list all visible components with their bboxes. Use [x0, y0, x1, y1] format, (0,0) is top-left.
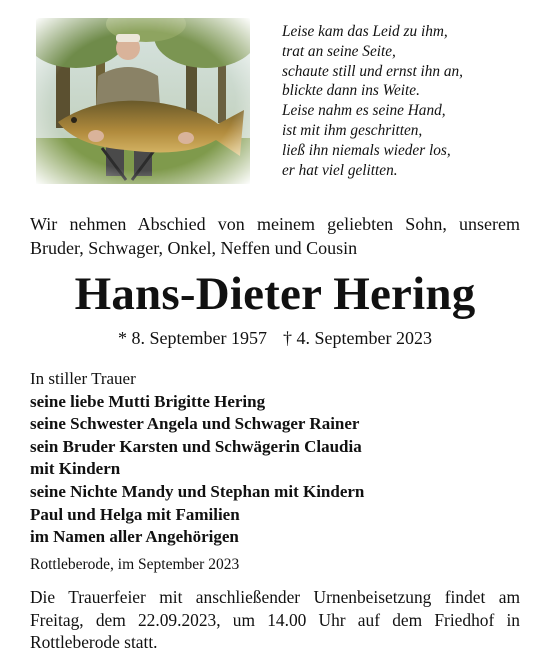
- funeral-notice: [30, 586, 520, 654]
- poem: [282, 22, 532, 180]
- mourner-line: mit Kindern: [30, 459, 121, 479]
- poem-line: Leise kam das Leid zu ihm,: [282, 23, 448, 40]
- poem-line: trat an seine Seite,: [282, 42, 396, 60]
- mourner-line: im Namen aller Angehörigen: [30, 527, 239, 547]
- funeral-line: Die Trauerfeier mit anschließender Urnenbeisetzung findet am: [30, 587, 520, 607]
- farewell-intro: [30, 212, 520, 260]
- deceased-name: Hans-Dieter Hering: [74, 268, 476, 320]
- mourners-intro: In stiller Trauer: [30, 369, 136, 388]
- life-dates: [0, 326, 550, 350]
- place-date: Rottleberode, im September 2023: [30, 556, 240, 573]
- mourner-line: seine Nichte Mandy und Stephan mit Kindern: [30, 481, 365, 501]
- mourners-list: [30, 368, 530, 549]
- farewell-intro-line: Wir nehmen Abschied von meinem geliebten Sohn, unserem: [30, 214, 520, 234]
- mourner-line: seine Schwester Angela und Schwager Rainer: [30, 414, 360, 434]
- poem-line: ist mit ihm geschritten,: [282, 121, 423, 139]
- farewell-intro-line: Bruder, Schwager, Onkel, Neffen und Cousin: [30, 238, 358, 258]
- mourner-line: sein Bruder Karsten und Schwägerin Claudia: [30, 436, 362, 456]
- mourner-line: seine liebe Mutti Brigitte Hering: [30, 391, 266, 411]
- death-date: † 4. September 2023: [283, 328, 432, 348]
- funeral-line: Rottleberode statt.: [30, 632, 158, 652]
- memorial-photo: [36, 18, 250, 184]
- poem-line: schaute still und ernst ihn an,: [282, 62, 464, 80]
- poem-line: Leise nahm es seine Hand,: [282, 102, 446, 120]
- funeral-line: Freitag, dem 22.09.2023, um 14.00 Uhr auf dem Friedhof in: [30, 609, 520, 630]
- poem-line: ließ ihn niemals wieder los,: [282, 141, 451, 159]
- poem-line: blickte dann ins Weite.: [282, 82, 420, 100]
- poem-line: er hat viel gelitten.: [282, 161, 398, 179]
- birth-date: * 8. September 1957: [118, 328, 267, 348]
- mourner-line: Paul und Helga mit Familien: [30, 504, 240, 524]
